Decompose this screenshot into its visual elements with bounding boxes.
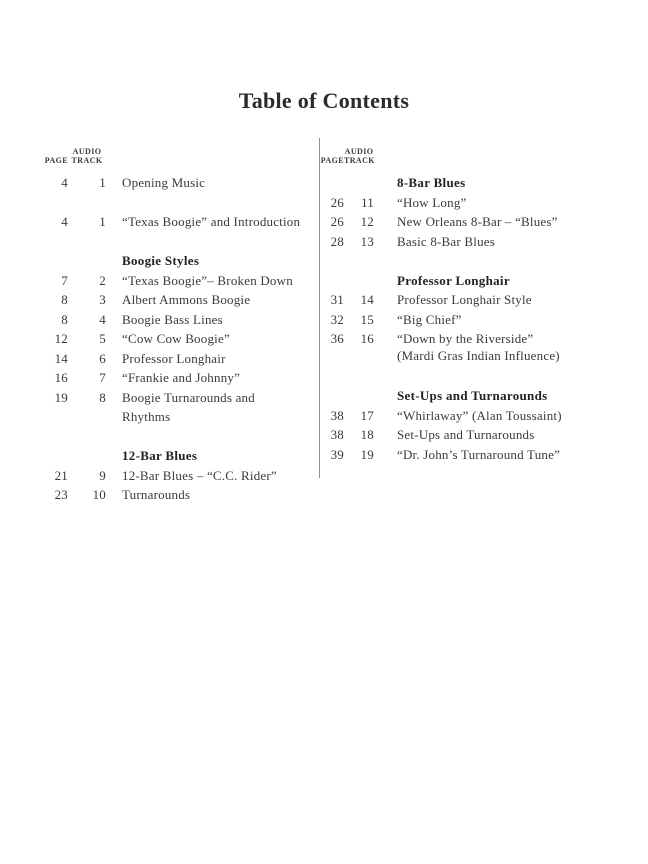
toc-column-left [28, 145, 306, 505]
entry-title: “Frankie and Johnny” [122, 370, 241, 385]
entry-page-number: 39 [330, 446, 344, 462]
toc-entry-row [304, 445, 646, 465]
entry-track-number: 11 [361, 194, 374, 210]
entry-page-number: 28 [330, 233, 344, 249]
page-column-header: PAGE [320, 156, 344, 165]
entry-page-number: 23 [54, 487, 68, 502]
entry-page-number: 12 [54, 331, 68, 346]
toc-gap-row [304, 367, 646, 387]
entry-title: “Texas Boogie”– Broken Down [122, 272, 293, 288]
entry-track-number: 18 [360, 427, 374, 442]
section-heading: Boogie Styles [122, 253, 200, 268]
page-column-header: PAGE [44, 156, 68, 165]
entry-page-number: 21 [54, 467, 68, 483]
toc-entry-row [28, 388, 306, 427]
toc-section-heading-row [304, 271, 646, 291]
entry-page-number: 26 [330, 194, 344, 210]
entry-track-number: 14 [360, 292, 374, 307]
entry-page-number: 8 [61, 292, 68, 307]
toc-entry-row [304, 212, 646, 232]
toc-entry-row [28, 368, 306, 388]
toc-entry-row [304, 329, 646, 367]
entry-track-number: 8 [99, 389, 106, 405]
entry-title: Professor Longhair Style [397, 292, 532, 307]
section-heading: 12-Bar Blues [122, 448, 198, 463]
audio-label: AUDIO [72, 147, 102, 156]
toc-entry-row [28, 271, 306, 291]
entry-page-number [304, 386, 344, 406]
page-title: Table of Contents [238, 88, 410, 113]
audio-label: AUDIO [344, 147, 374, 156]
entry-track-number: 2 [99, 272, 106, 288]
section-heading: Professor Longhair [397, 272, 510, 288]
toc-entry-row [28, 329, 306, 349]
toc-entry-row [28, 173, 306, 193]
entry-title: “Texas Boogie” and Introduction [122, 214, 301, 229]
entry-page-number [28, 251, 68, 271]
toc-gap-row [28, 232, 306, 252]
entry-track-number: 6 [99, 350, 106, 366]
entry-page-number: 7 [61, 272, 68, 288]
entry-page-number: 4 [61, 175, 68, 190]
toc-column-right [304, 145, 646, 464]
entry-title: “Cow Cow Boogie” [122, 331, 230, 346]
toc-section-heading-row [28, 446, 306, 466]
entry-track-number [344, 173, 374, 193]
entry-track-number [344, 386, 374, 406]
toc-section-heading-row [304, 386, 646, 406]
entry-title: “Down by the Riverside” (Mardi Gras Indian Influence) [374, 329, 646, 367]
section-heading: 8-Bar Blues [397, 175, 466, 190]
entry-page-number: 32 [330, 311, 344, 327]
entry-title: “Big Chief” [397, 311, 462, 327]
toc-gap-row [304, 251, 646, 271]
toc-rows-right [304, 173, 646, 464]
column-header-right [304, 145, 646, 165]
entry-title: New Orleans 8-Bar – “Blues” [397, 214, 558, 229]
entry-track-number [68, 251, 106, 271]
entry-title: Set-Ups and Turnarounds [397, 427, 535, 442]
section-heading: Set-Ups and Turnarounds [397, 388, 548, 403]
toc-entry-row [28, 310, 306, 330]
entry-title: 12-Bar Blues – “C.C. Rider” [122, 467, 277, 483]
entry-page-number [304, 173, 344, 193]
toc-section-heading-row [28, 251, 306, 271]
entry-title: Basic 8-Bar Blues [397, 233, 495, 249]
entry-track-number: 4 [99, 311, 106, 327]
entry-page-number: 26 [330, 214, 344, 229]
toc-gap-row [28, 427, 306, 447]
entry-page-number: 8 [61, 311, 68, 327]
entry-track-number: 12 [360, 214, 374, 229]
entry-page-number: 31 [330, 292, 344, 307]
track-label: TRACK [71, 156, 103, 165]
toc-section-heading-row [304, 173, 646, 193]
entry-title: Opening Music [122, 175, 206, 190]
toc-entry-row [304, 425, 646, 445]
track-label: TRACK [344, 156, 375, 165]
toc-entry-row [304, 310, 646, 330]
entry-title: Turnarounds [122, 487, 191, 502]
entry-subtitle: (Mardi Gras Indian Influence) [397, 347, 560, 363]
toc-entry-row [28, 349, 306, 369]
toc-entry-row [28, 212, 306, 232]
toc-entry-row [28, 290, 306, 310]
entry-title: Professor Longhair [122, 350, 226, 366]
entry-title: “How Long” [397, 194, 467, 210]
entry-track-number: 3 [99, 292, 106, 307]
entry-page-number: 38 [330, 407, 344, 423]
entry-title: Boogie Turnarounds and Rhythms [122, 389, 255, 424]
toc-entry-row [28, 485, 306, 505]
toc-entry-row [304, 406, 646, 426]
entry-track-number [68, 446, 106, 466]
entry-page-number: 38 [330, 427, 344, 442]
toc-entry-row [28, 466, 306, 486]
entry-track-number: 16 [360, 331, 374, 346]
entry-title: “Whirlaway” (Alan Toussaint) [397, 407, 562, 423]
entry-track-number: 10 [92, 487, 106, 502]
entry-page-number [304, 271, 344, 291]
entry-track-number: 9 [99, 467, 106, 483]
toc-entry-row [304, 193, 646, 213]
entry-track-number: 1 [99, 175, 106, 190]
audio-track-column-header [344, 147, 374, 165]
entry-track-number: 13 [360, 233, 374, 249]
column-header-left [28, 145, 306, 165]
toc-entry-row [304, 232, 646, 252]
toc-rows-left [28, 173, 306, 505]
entry-page-number: 4 [61, 214, 68, 229]
entry-track-number: 7 [99, 370, 106, 385]
entry-track-number: 5 [99, 331, 106, 346]
toc-gap-row [28, 193, 306, 213]
entry-track-number: 1 [99, 214, 106, 229]
entry-page-number: 36 [330, 331, 344, 346]
toc-entry-row [304, 290, 646, 310]
entry-track-number: 19 [360, 446, 374, 462]
audio-track-column-header [68, 147, 106, 165]
entry-track-number: 15 [360, 311, 374, 327]
entry-track-number [344, 271, 374, 291]
entry-page-number: 19 [54, 389, 68, 405]
entry-page-number: 16 [54, 370, 68, 385]
entry-title: Albert Ammons Boogie [122, 292, 251, 307]
entry-title: Boogie Bass Lines [122, 311, 223, 327]
entry-page-number: 14 [54, 350, 68, 366]
entry-page-number [28, 446, 68, 466]
entry-track-number: 17 [360, 407, 374, 423]
entry-title: “Dr. John’s Turnaround Tune” [397, 446, 561, 462]
